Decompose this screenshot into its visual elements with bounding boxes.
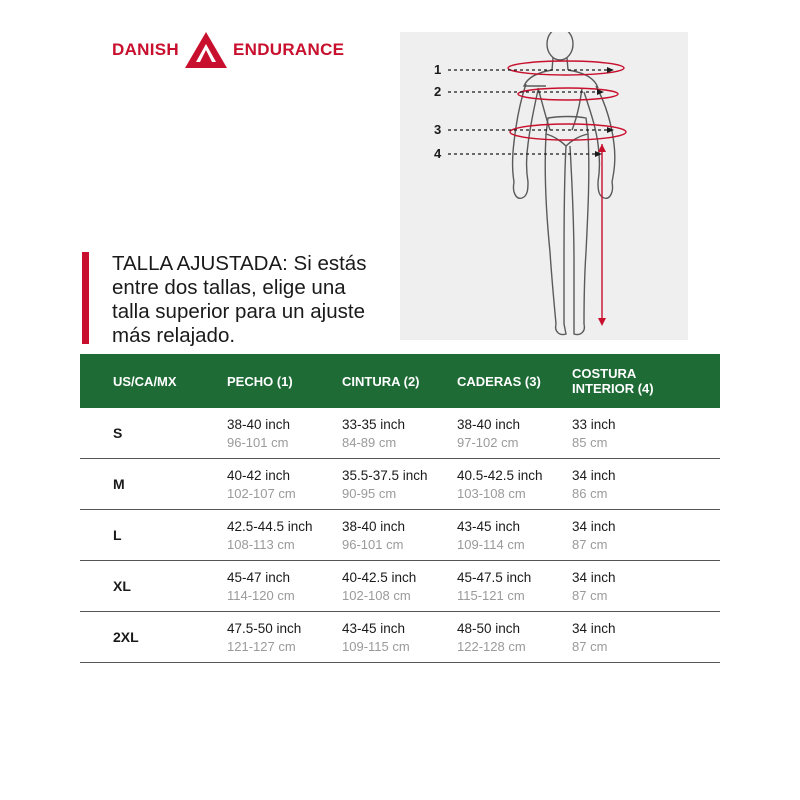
inseam-inch: 34 inch [572, 518, 616, 534]
table-row [80, 408, 720, 459]
hips-inch: 48-50 inch [457, 620, 521, 636]
size-label: M [113, 476, 125, 492]
inseam-inch: 33 inch [572, 416, 616, 432]
chest-cm: 108-113 cm [227, 536, 295, 552]
mountain-logo-icon [183, 30, 229, 70]
table-row [80, 459, 720, 510]
brand-name-left: DANISH [112, 40, 179, 59]
table-header [80, 354, 720, 408]
inseam-cm: 87 cm [572, 536, 608, 552]
hips-cm: 103-108 cm [457, 485, 526, 501]
waist-cm: 90-95 cm [342, 485, 397, 501]
measure-label-3: 3 [434, 122, 442, 137]
header-chest: PECHO (1) [227, 373, 293, 389]
size-label: S [113, 425, 123, 441]
chest-inch: 47.5-50 inch [227, 620, 302, 636]
measurement-figure [400, 32, 688, 340]
waist-inch: 33-35 inch [342, 416, 406, 432]
waist-inch: 43-45 inch [342, 620, 406, 636]
chest-inch: 40-42 inch [227, 467, 291, 483]
header-waist: CINTURA (2) [342, 373, 420, 389]
size-label: 2XL [113, 629, 139, 645]
waist-inch: 35.5-37.5 inch [342, 467, 428, 483]
inseam-inch: 34 inch [572, 569, 616, 585]
measure-label-4: 4 [434, 146, 442, 161]
inseam-inch: 34 inch [572, 620, 616, 636]
waist-inch: 38-40 inch [342, 518, 406, 534]
body-figure-illustration [400, 32, 688, 340]
header-inseam: COSTURA INTERIOR (4) [572, 366, 654, 396]
chest-inch: 42.5-44.5 inch [227, 518, 313, 534]
waist-cm: 96-101 cm [342, 536, 404, 552]
chest-inch: 45-47 inch [227, 569, 291, 585]
inseam-cm: 87 cm [572, 587, 608, 603]
fit-note [82, 252, 382, 348]
chest-cm: 114-120 cm [227, 587, 295, 603]
chest-cm: 102-107 cm [227, 485, 296, 501]
brand-logo [112, 28, 344, 72]
inseam-inch: 34 inch [572, 467, 616, 483]
table-row [80, 510, 720, 561]
chest-cm: 96-101 cm [227, 434, 289, 450]
header-size: US/CA/MX [113, 373, 177, 389]
brand-name-right: ENDURANCE [232, 40, 345, 59]
hips-inch: 45-47.5 inch [457, 569, 532, 585]
inseam-cm: 85 cm [572, 434, 608, 450]
header-hips: CADERAS (3) [457, 373, 541, 389]
waist-cm: 84-89 cm [342, 434, 397, 450]
hips-cm: 109-114 cm [457, 536, 525, 552]
hips-cm: 122-128 cm [457, 638, 526, 654]
waist-cm: 109-115 cm [342, 638, 410, 654]
inseam-cm: 87 cm [572, 638, 608, 654]
table-row [80, 561, 720, 612]
hips-inch: 40.5-42.5 inch [457, 467, 543, 483]
measure-label-2: 2 [434, 84, 442, 99]
size-label: XL [113, 578, 131, 594]
inseam-cm: 86 cm [572, 485, 608, 501]
measure-label-1: 1 [434, 62, 442, 77]
hips-inch: 38-40 inch [457, 416, 521, 432]
size-label: L [113, 527, 122, 543]
chest-cm: 121-127 cm [227, 638, 296, 654]
chest-inch: 38-40 inch [227, 416, 291, 432]
size-table [80, 354, 720, 663]
table-row [80, 612, 720, 663]
hips-cm: 115-121 cm [457, 587, 525, 603]
waist-inch: 40-42.5 inch [342, 569, 417, 585]
fit-note-text: TALLA AJUSTADA: Si estás entre dos tallas, elige una talla superior para un ajuste más relajado. [112, 252, 367, 347]
waist-cm: 102-108 cm [342, 587, 411, 603]
hips-inch: 43-45 inch [457, 518, 521, 534]
hips-cm: 97-102 cm [457, 434, 519, 450]
accent-bar [82, 252, 89, 344]
